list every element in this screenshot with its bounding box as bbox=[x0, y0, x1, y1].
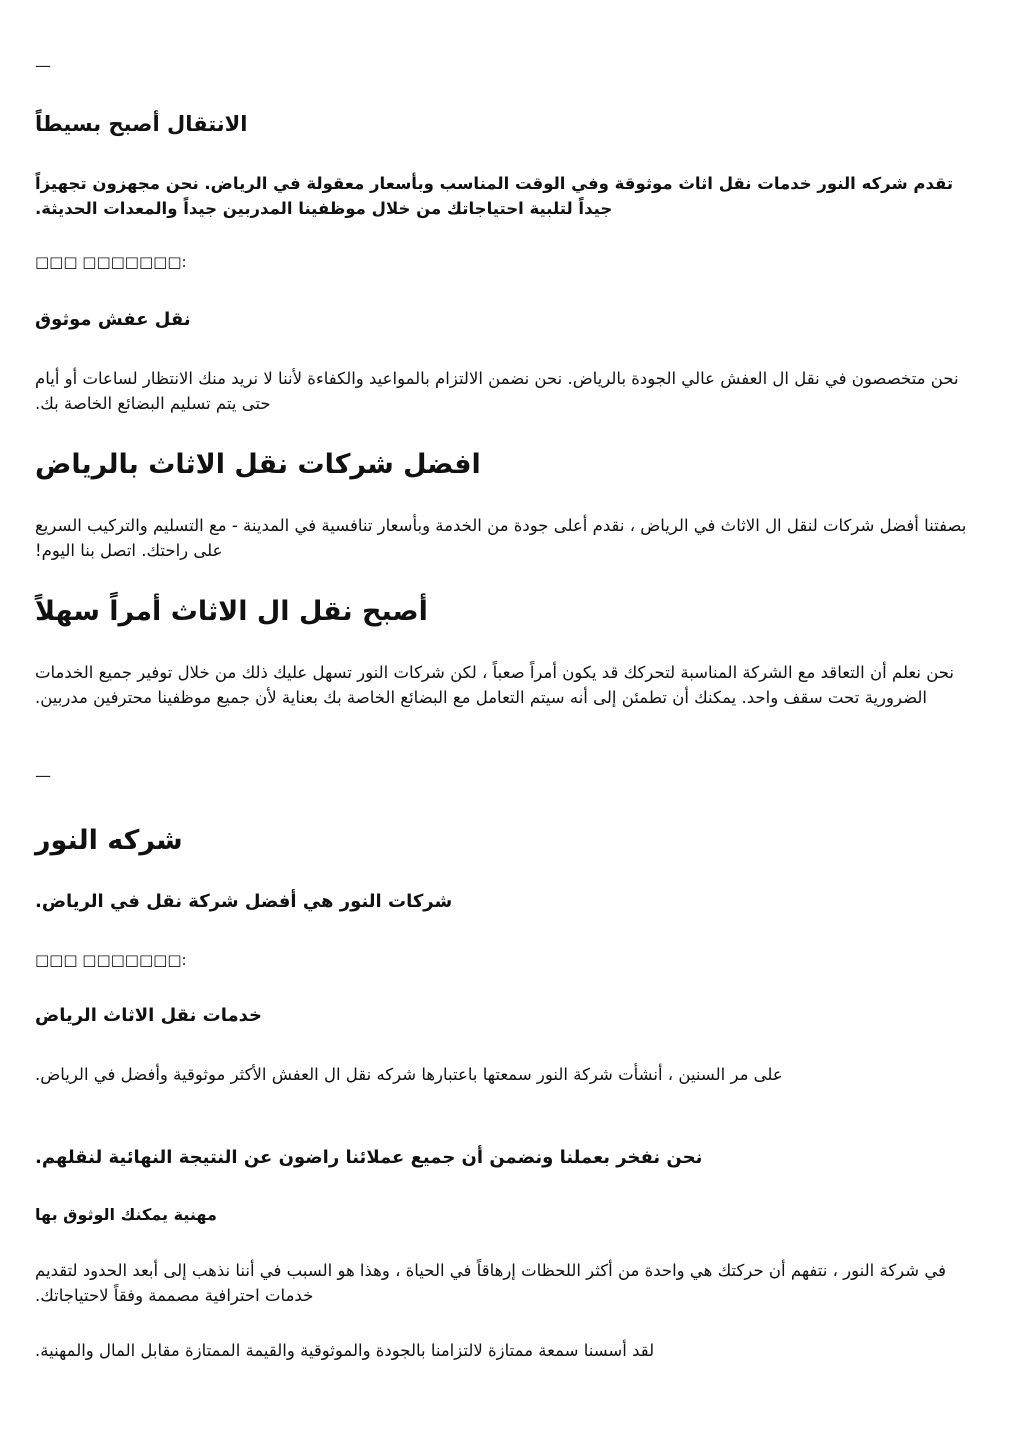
closing-paragraph: لقد أسسنا سمعة ممتازة لالتزامنا بالجودة والموثوقية والقيمة الممتازة مقابل المال والمهنية. bbox=[35, 1341, 655, 1360]
services-paragraph: على مر السنين ، أنشأت شركة النور سمعتها باعتبارها شركه نقل ال العفش الأكثر موثوقية وأفضل في الرياض. bbox=[35, 1065, 783, 1084]
missing-glyph-label-2: □□□ □□□□□□□: bbox=[35, 951, 187, 969]
moving-easy-paragraph: نحن نعلم أن التعاقد مع الشركة المناسبة لتحركك قد يكون أمراً صعباً ، لكن شركات النور تسهل عليك ذلك من خلال توفير جميع الخدمات الضرورية تحت سقف واحد. يمكنك أن تطمئن إلى أنه سيتم التعامل مع البضائع الخاصة بك بعناية لأن جميع موظفينا محترفين مدربين. bbox=[35, 663, 955, 707]
heading-moving-simple: الانتقال أصبح بسيطاً bbox=[35, 112, 248, 136]
reliable-moving-paragraph: نحن متخصصون في نقل ال العفش عالي الجودة بالرياض. نحن نضمن الالتزام بالمواعيد والكفاءة لأننا لا نريد منك الانتظار لساعات أو أيام حتى يتم تسليم البضائع الخاصة بك. bbox=[35, 369, 959, 413]
missing-glyph-label: □□□ □□□□□□□: bbox=[35, 253, 187, 271]
company-tagline: شركات النور هي أفضل شركة نقل في الرياض. bbox=[35, 891, 453, 912]
divider-top: — bbox=[35, 56, 51, 75]
divider-middle: — bbox=[35, 766, 51, 785]
heading-best-companies: افضل شركات نقل الاثاث بالرياض bbox=[35, 449, 481, 480]
trust-paragraph: في شركة النور ، نتفهم أن حركتك هي واحدة من أكثر اللحظات إرهاقاً في الحياة ، وهذا هو السبب في أننا نذهب إلى أبعد الحدود لتقديم خدمات احترافية مصممة وفقاً لاحتياجاتك. bbox=[35, 1261, 946, 1305]
heading-moving-easy: أصبح نقل ال الاثاث أمراً سهلاً bbox=[35, 596, 428, 627]
heading-services: خدمات نقل الاثاث الرياض bbox=[35, 1005, 262, 1026]
pride-statement: نحن نفخر بعملنا ونضمن أن جميع عملائنا راضون عن النتيجة النهائية لنقلهم. bbox=[35, 1147, 703, 1168]
intro-paragraph: تقدم شركه النور خدمات نقل اثاث موثوقة وفي الوقت المناسب وبأسعار معقولة في الرياض. نحن مجهزون تجهيزاً جيداً لتلبية احتياجاتك من خلال موظفينا المدربين جيداً والمعدات الحديثة. bbox=[35, 174, 954, 218]
heading-trust: مهنية يمكنك الوثوق بها bbox=[35, 1205, 217, 1224]
best-companies-paragraph: بصفتنا أفضل شركات لنقل ال الاثاث في الرياض ، نقدم أعلى جودة من الخدمة وبأسعار تنافسية في المدينة - مع التسليم والتركيب السريع على راحتك. اتصل بنا اليوم! bbox=[35, 516, 967, 560]
heading-reliable-moving: نقل عفش موثوق bbox=[35, 309, 191, 330]
heading-company-name: شركه النور bbox=[35, 825, 183, 856]
